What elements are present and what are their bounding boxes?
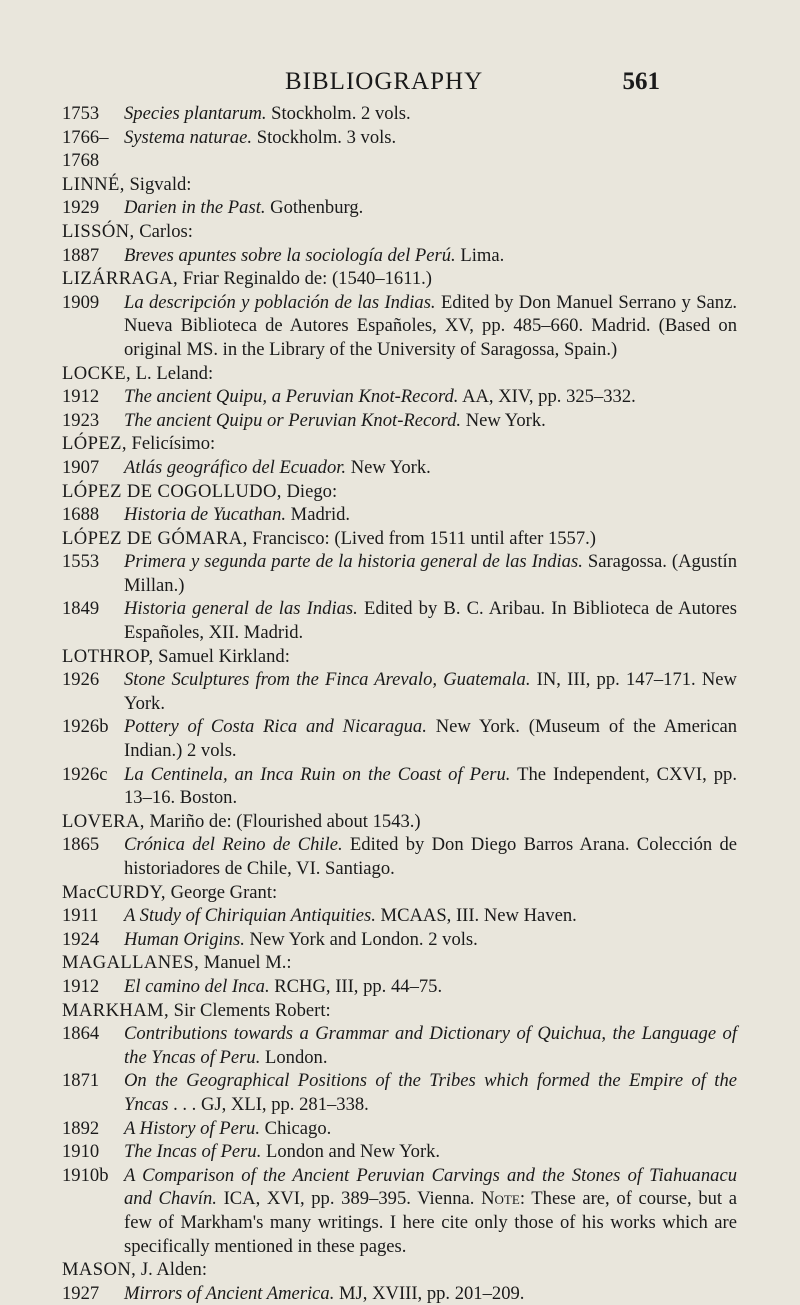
bibliography-entry [62, 1140, 737, 1164]
entry-text [124, 550, 737, 597]
author-name: LOVERA, [62, 810, 145, 832]
author-details: Francisco: (Lived from 1511 until after 1557.) [247, 527, 596, 549]
author-heading [62, 951, 737, 975]
bibliography-entry [62, 102, 737, 126]
entry-details: The Independent, CXVI, pp. 13–16. Boston. [124, 763, 737, 809]
author-heading [62, 881, 737, 905]
bibliography-entry [62, 456, 737, 480]
author-name: LIZÁRRAGA, [62, 268, 179, 290]
entry-title: Human Origins. [124, 928, 245, 950]
bibliography-entry [62, 904, 737, 928]
author-heading [62, 432, 737, 456]
header-title: BIBLIOGRAPHY [285, 68, 484, 95]
bibliography-entry [62, 503, 737, 527]
entry-title: Breves apuntes sobre la sociología del Perú. [124, 244, 456, 266]
entry-year: 1849 [62, 598, 100, 620]
bibliography-entry [62, 409, 737, 433]
author-details: J. Alden: [136, 1259, 207, 1281]
author-details: Sir Clements Robert: [169, 999, 331, 1021]
entry-details: New York and London. 2 vols. [244, 928, 478, 950]
entry-text [124, 715, 737, 762]
entry-text [124, 503, 737, 527]
entry-title: Pottery of Costa Rica and Nicaragua. [124, 716, 427, 738]
author-details: Friar Reginaldo de: (1540–1611.) [178, 268, 432, 290]
author-details: Samuel Kirkland: [153, 645, 290, 667]
entry-year: 1910b [62, 1164, 109, 1186]
author-details: Mariño de: (Flourished about 1543.) [144, 810, 421, 832]
entry-year: 1929 [62, 197, 100, 219]
bibliography-entry [62, 550, 737, 597]
entry-details: Edited by Don Diego Barros Arana. Colección de historiadores de Chile, VI. Santiago. [124, 834, 738, 879]
author-heading [62, 1258, 737, 1282]
entry-details: MJ, XVIII, pp. 201–209. [334, 1282, 525, 1304]
entry-details: Edited by Don Manuel Serrano y Sanz. Nueva Biblioteca de Autores Españoles, XV, pp. 485–660. Madrid. (Based on original MS. in the Library of the University of Saragossa, Spain.) [124, 291, 737, 360]
entry-year: 1766–1768 [62, 126, 109, 172]
note-label: Note [481, 1188, 520, 1210]
author-heading [62, 362, 737, 386]
entry-text [124, 385, 737, 409]
entry-title: La Centinela, an Inca Ruin on the Coast of Peru. [124, 763, 511, 785]
entry-year: 1912 [62, 975, 100, 997]
author-name: LISSÓN, [62, 220, 135, 242]
author-name: LINNÉ, [62, 173, 125, 195]
author-heading [62, 220, 737, 244]
bibliography-list [62, 102, 737, 1305]
author-name: MacCURDY, [62, 881, 166, 903]
entry-year: 1865 [62, 834, 100, 856]
entry-text [124, 291, 737, 362]
bibliography-entry [62, 928, 737, 952]
entry-title: Crónica del Reino de Chile. [124, 834, 343, 856]
entry-year: 1688 [62, 504, 100, 526]
author-name: LOCKE, [62, 362, 132, 384]
entry-title: Mirrors of Ancient America. [124, 1282, 335, 1304]
bibliography-entry [62, 291, 737, 362]
entry-year: 1923 [62, 409, 100, 431]
entry-details: Chicago. [260, 1117, 332, 1139]
entry-year: 1924 [62, 928, 100, 950]
bibliography-entry [62, 126, 737, 173]
bibliography-entry [62, 833, 737, 880]
entry-details: IN, III, pp. 147–171. New York. [124, 669, 737, 714]
entry-text [124, 833, 737, 880]
entry-text [124, 1140, 737, 1164]
entry-details: New York. (Museum of the American Indian.) 2 vols. [124, 716, 738, 762]
entry-title: Species plantarum. [124, 103, 267, 124]
author-heading [62, 645, 737, 669]
entry-title: On the Geographical Positions of the Tribes which formed the Empire of the Yncas [124, 1070, 737, 1115]
entry-year: 1864 [62, 1023, 100, 1045]
entry-details: Gothenburg. [265, 197, 364, 219]
author-heading [62, 527, 737, 551]
entry-details: London. [260, 1046, 328, 1068]
entry-details: MCAAS, III. New Haven. [375, 905, 577, 927]
entry-title: The Incas of Peru. [124, 1141, 262, 1163]
bibliography-entry [62, 597, 737, 644]
bibliography-entry [62, 975, 737, 999]
entry-year: 1753 [62, 103, 100, 124]
entry-year: 1926 [62, 669, 100, 691]
entry-year: 1892 [62, 1117, 100, 1139]
entry-text [124, 597, 737, 644]
entry-year: 1871 [62, 1070, 100, 1092]
entry-details: AA, XIV, pp. 325–332. [458, 386, 636, 408]
author-heading [62, 173, 737, 197]
entry-title: Stone Sculptures from the Finca Arevalo, Guatemala. [124, 669, 531, 691]
entry-year: 1926c [62, 763, 108, 785]
entry-year: 1553 [62, 551, 100, 573]
entry-year: 1927 [62, 1282, 100, 1304]
entry-year: 1912 [62, 386, 100, 408]
entry-title: A History of Peru. [124, 1117, 261, 1139]
entry-details: Stockholm. 3 vols. [252, 126, 397, 148]
entry-year: 1909 [62, 291, 100, 313]
entry-details: Saragossa. (Agustín Millan.) [124, 551, 737, 596]
entry-details: Lima. [455, 244, 505, 266]
entry-text [124, 763, 737, 810]
author-name: LÓPEZ DE GÓMARA, [62, 527, 248, 549]
author-heading [62, 480, 737, 504]
entry-title: A Comparison of the Ancient Peruvian Carvings and the Stones of Tiahuanacu and Chavín. [124, 1164, 737, 1210]
entry-text [124, 456, 737, 480]
entry-title: Systema naturae. [124, 126, 253, 148]
author-name: MARKHAM, [62, 999, 170, 1021]
entry-details: London and New York. [261, 1141, 441, 1163]
author-details: Diego: [281, 480, 338, 502]
entry-title: Primera y segunda parte de la historia general de las Indias. [124, 551, 583, 573]
entry-text [124, 1282, 737, 1305]
bibliography-entry [62, 763, 737, 810]
author-details: Carlos: [134, 220, 193, 242]
bibliography-entry [62, 1069, 737, 1116]
bibliography-entry [62, 196, 737, 220]
bibliography-entry [62, 244, 737, 268]
author-heading [62, 999, 737, 1023]
bibliography-entry [62, 385, 737, 409]
author-name: MASON, [62, 1259, 137, 1281]
entry-text [124, 1164, 737, 1258]
author-name: LÓPEZ DE COGOLLUDO, [62, 480, 282, 502]
entry-year: 1911 [62, 905, 99, 927]
entry-text [124, 904, 737, 928]
entry-title: Historia de Yucathan. [124, 504, 287, 526]
entry-text [124, 1069, 737, 1116]
author-details: George Grant: [165, 881, 278, 903]
entry-title: The ancient Quipu, a Peruvian Knot-Record. [124, 386, 459, 408]
bibliography-entry [62, 1022, 737, 1069]
entry-details: Madrid. [286, 504, 351, 526]
entry-details: Edited by B. C. Aribau. In Biblioteca de Autores Españoles, XII. Madrid. [124, 598, 738, 644]
author-name: LÓPEZ, [62, 433, 127, 455]
bibliography-entry [62, 1164, 737, 1258]
note-text: : These are, of course, but a few of Markham's many writings. I here cite only those of his works which are specifically mentioned in these pages. [124, 1188, 738, 1257]
entry-title: A Study of Chiriquian Antiquities. [124, 905, 376, 927]
entry-details: New York. [461, 409, 546, 431]
entry-year: 1910 [62, 1141, 100, 1163]
entry-title: Historia general de las Indias. [124, 598, 358, 620]
entry-text [124, 1022, 737, 1069]
entry-text [124, 196, 737, 220]
entry-text [124, 126, 737, 173]
bibliography-entry [62, 1117, 737, 1141]
bibliography-entry [62, 715, 737, 762]
entry-year: 1907 [62, 456, 100, 478]
entry-title: El camino del Inca. [124, 975, 270, 997]
author-details: Manuel M.: [199, 952, 292, 974]
entry-title: Darien in the Past. [124, 197, 266, 219]
author-name: LOTHROP, [62, 645, 154, 667]
entry-title: La descripción y población de las Indias. [124, 291, 436, 313]
entry-details: RCHG, III, pp. 44–75. [269, 975, 443, 997]
author-heading [62, 267, 737, 291]
entry-title: Atlás geográfico del Ecuador. [124, 456, 347, 478]
entry-details: Stockholm. 2 vols. [266, 103, 411, 124]
entry-details: . . . GJ, XLI, pp. 281–338. [168, 1093, 369, 1115]
entry-text [124, 102, 737, 126]
entry-title: The ancient Quipu or Peruvian Knot-Record. [124, 409, 462, 431]
page-number: 561 [622, 68, 660, 95]
author-name: MAGALLANES, [62, 952, 200, 974]
entry-year: 1887 [62, 244, 100, 266]
author-details: Sigvald: [124, 173, 192, 195]
entry-text [124, 409, 737, 433]
entry-details: New York. [346, 456, 431, 478]
author-details: Felicísimo: [126, 433, 216, 455]
entry-text [124, 244, 737, 268]
bibliography-entry [62, 1282, 737, 1305]
entry-text [124, 975, 737, 999]
entry-details: ICA, XVI, pp. 389–395. Vienna. [216, 1188, 475, 1210]
entry-text [124, 1117, 737, 1141]
author-heading [62, 810, 737, 834]
entry-title: Contributions towards a Grammar and Dictionary of Quichua, the Language of the Yncas of Peru. [124, 1023, 737, 1068]
entry-text [124, 928, 737, 952]
author-details: L. Leland: [131, 362, 214, 384]
bibliography-entry [62, 668, 737, 715]
entry-year: 1926b [62, 716, 109, 738]
entry-text [124, 668, 737, 715]
